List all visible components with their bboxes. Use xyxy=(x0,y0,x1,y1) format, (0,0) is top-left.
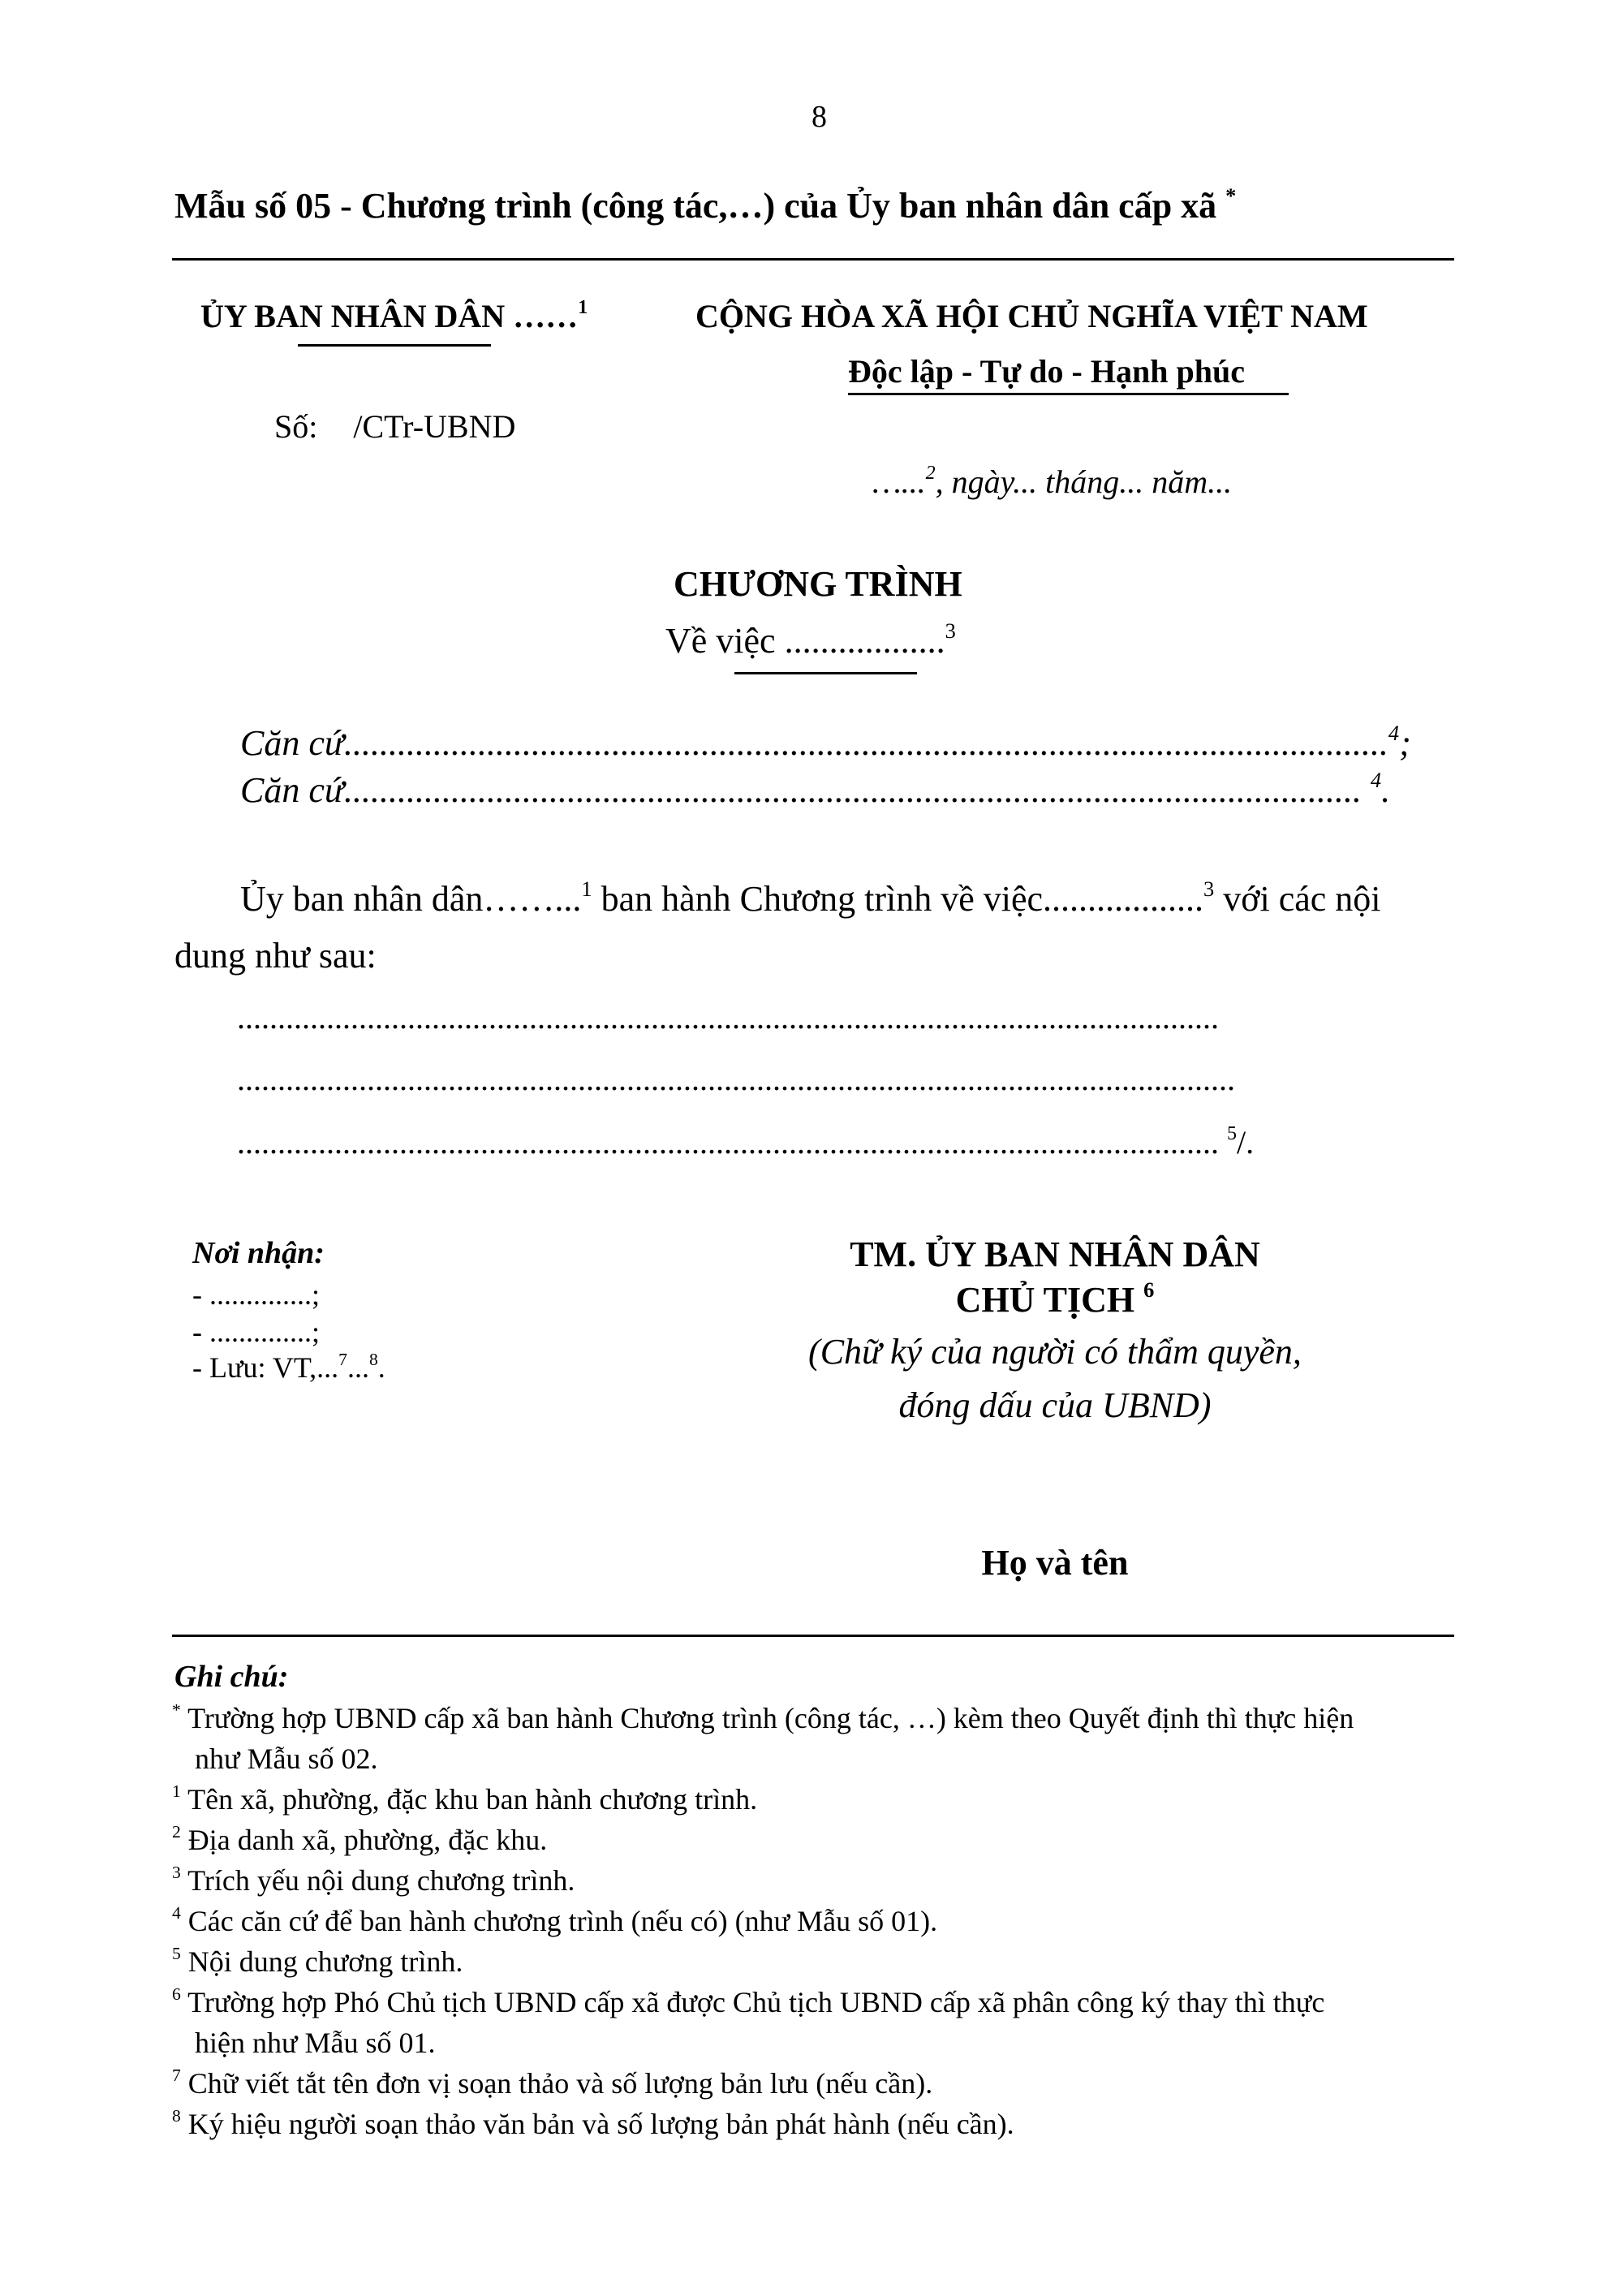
content-line-3 xyxy=(237,1123,1254,1161)
basis-2-text: Căn cứ.................................................................................................................. xyxy=(240,770,1371,810)
recipient-archive xyxy=(192,1350,385,1385)
agency-text: ỦY BAN NHÂN DÂN …… xyxy=(200,298,579,334)
note-8 xyxy=(172,2104,1014,2144)
archive-mid: ... xyxy=(347,1351,369,1384)
place-date-note: 2 xyxy=(925,463,936,485)
intro-part3: với các nội xyxy=(1214,879,1381,919)
content-end: /. xyxy=(1237,1124,1255,1161)
note-star xyxy=(172,1698,1354,1738)
content-line-1: ......................................................................................................................... xyxy=(237,999,1219,1036)
note-6-continued xyxy=(172,2022,436,2063)
basis-1-note: 4 xyxy=(1388,720,1400,745)
note-4-mark: 4 xyxy=(172,1902,181,1923)
note-1 xyxy=(172,1779,757,1820)
note-4-text: Các căn cứ để ban hành chương trình (nếu có) (như Mẫu số 01). xyxy=(180,1905,938,1937)
notes-divider xyxy=(172,1635,1454,1637)
note-2-text: Địa danh xã, phường, đặc khu. xyxy=(180,1824,548,1856)
motto-underline xyxy=(848,393,1289,395)
document-number xyxy=(274,407,515,446)
note-7 xyxy=(172,2063,932,2104)
document-subject xyxy=(665,620,956,661)
document-type: CHƯƠNG TRÌNH xyxy=(674,564,962,604)
form-title-text: Mẫu số 05 - Chương trình (công tác,…) của Ủy ban nhân dân cấp xã xyxy=(174,186,1217,226)
basis-2-note: 4 xyxy=(1370,767,1382,792)
intro-line-1 xyxy=(240,878,1381,920)
note-2 xyxy=(172,1820,547,1860)
note-2-mark: 2 xyxy=(172,1821,181,1842)
legal-basis-2 xyxy=(240,769,1390,811)
subject-underline xyxy=(734,672,917,674)
note-star-continued xyxy=(172,1738,378,1779)
basis-2-end: . xyxy=(1381,770,1391,810)
note-star-line-2: như Mẫu số 02. xyxy=(195,1742,378,1775)
form-title-mark: * xyxy=(1225,183,1237,208)
recipient-item-2: - ..............; xyxy=(192,1316,320,1348)
place-date-prefix: …... xyxy=(872,463,926,500)
national-motto: Độc lập - Tự do - Hạnh phúc xyxy=(848,353,1245,390)
note-4 xyxy=(172,1901,937,1941)
intro-part2: ban hành Chương trình về việc.................. xyxy=(592,879,1204,919)
content-note: 5 xyxy=(1227,1123,1237,1145)
note-6-cont-text: hiện như Mẫu số 01. xyxy=(195,2027,436,2059)
signer-name: Họ và tên xyxy=(981,1543,1129,1583)
intro-part1: Ủy ban nhân dân……... xyxy=(240,879,582,919)
note-3 xyxy=(172,1860,575,1901)
archive-note-8: 8 xyxy=(368,1349,378,1369)
archive-end: . xyxy=(377,1351,385,1384)
signature-title-text: CHỦ TỊCH xyxy=(955,1280,1135,1320)
note-5 xyxy=(172,1941,463,1982)
place-date xyxy=(872,463,1232,501)
note-1-mark: 1 xyxy=(172,1781,181,1801)
note-7-mark: 7 xyxy=(172,2065,181,2085)
legal-basis-1 xyxy=(240,722,1411,764)
notes-title: Ghi chú: xyxy=(174,1660,289,1694)
basis-1-end: ; xyxy=(1399,723,1411,763)
intro-line-2: dung như sau: xyxy=(174,936,377,976)
intro-note3: 3 xyxy=(1203,876,1215,901)
number-label: Số: xyxy=(274,408,318,445)
signature-authority: TM. ỦY BAN NHÂN DÂN xyxy=(850,1234,1260,1274)
signature-note-2: đóng dấu của UBND) xyxy=(898,1385,1212,1425)
archive-note-7: 7 xyxy=(338,1349,347,1369)
place-date-suffix: , ngày... tháng... năm... xyxy=(935,463,1233,500)
signature-title xyxy=(730,1279,1380,1320)
signature-note-1: (Chữ ký của người có thẩm quyền, xyxy=(808,1332,1302,1372)
note-5-mark: 5 xyxy=(172,1943,181,1963)
note-6-mark: 6 xyxy=(172,1984,181,2004)
note-6-text: Trường hợp Phó Chủ tịch UBND cấp xã được Chủ tịch UBND cấp xã phân công ký thay thì thực xyxy=(180,1986,1325,2018)
note-3-text: Trích yếu nội dung chương trình. xyxy=(180,1864,575,1897)
agency-name xyxy=(200,297,588,335)
recipients-title: Nơi nhận: xyxy=(192,1236,325,1270)
recipient-item-1: - ..............; xyxy=(192,1278,320,1311)
national-title: CỘNG HÒA XÃ HỘI CHỦ NGHĨA VIỆT NAM xyxy=(695,298,1368,334)
title-divider xyxy=(172,258,1454,261)
agency-underline xyxy=(298,344,491,347)
content-line-3-text: ......................................................................................................................... xyxy=(237,1124,1227,1161)
form-title xyxy=(174,185,1236,226)
note-6 xyxy=(172,1982,1324,2022)
intro-note1: 1 xyxy=(581,876,592,901)
page-number: 8 xyxy=(812,100,827,134)
note-star-line-1: Trường hợp UBND cấp xã ban hành Chương trình (công tác, …) kèm theo Quyết định thì thực hiện xyxy=(180,1702,1354,1734)
subject-text: Về việc .................. xyxy=(665,621,945,661)
number-code: /CTr-UBND xyxy=(353,408,516,445)
note-8-text: Ký hiệu người soạn thảo văn bản và số lượng bản phát hành (nếu cần). xyxy=(180,2108,1014,2140)
note-3-mark: 3 xyxy=(172,1862,181,1882)
subject-note: 3 xyxy=(945,618,956,643)
note-7-text: Chữ viết tắt tên đơn vị soạn thảo và số lượng bản lưu (nếu cần). xyxy=(180,2067,933,2100)
agency-note: 1 xyxy=(578,297,588,319)
archive-prefix: - Lưu: VT,... xyxy=(192,1351,339,1384)
signature-title-note: 6 xyxy=(1143,1277,1155,1302)
note-1-text: Tên xã, phường, đặc khu ban hành chương trình. xyxy=(180,1783,758,1816)
note-star-mark: * xyxy=(172,1699,181,1720)
basis-1-text: Căn cứ..................................................................................................................... xyxy=(240,723,1388,763)
note-5-text: Nội dung chương trình. xyxy=(180,1945,463,1978)
note-8-mark: 8 xyxy=(172,2105,181,2126)
content-line-2: ........................................................................................................................... xyxy=(237,1061,1235,1097)
